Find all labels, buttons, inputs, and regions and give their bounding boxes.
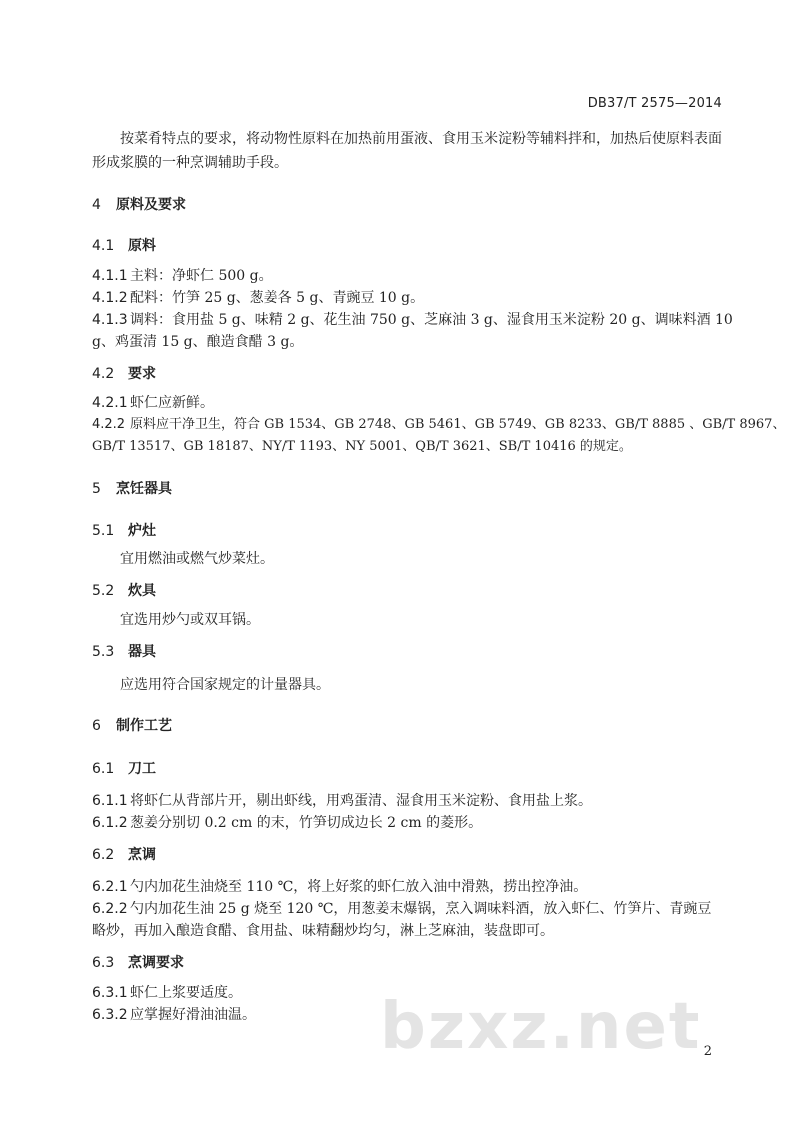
subsection-number: 5.2 [92, 583, 115, 599]
subsection-heading [92, 760, 156, 778]
clause-text: 原料应干净卫生，符合 GB 1534、GB 2748、GB 5461、GB 5749、GB 8233、GB/T 8885 、GB/T 8967、 [130, 417, 786, 432]
clause-continuation: GB/T 13517、GB 18187、NY/T 1193、NY 5001、QB/T 3621、SB/T 10416 的规定。 [92, 439, 632, 454]
clause-item [92, 1006, 256, 1024]
section-title: 原料及要求 [116, 197, 186, 213]
subsection-title: 烹调要求 [128, 955, 184, 971]
subsection-heading [92, 643, 156, 661]
clause-item [92, 416, 785, 434]
subsection-heading [92, 522, 156, 540]
subsection-title: 原料 [128, 238, 156, 254]
clause-item [92, 394, 214, 412]
clause-number: 6.1.2 [92, 815, 128, 831]
clause-number: 4.1.3 [92, 312, 128, 328]
clause-text: 应掌握好滑油油温。 [130, 1007, 256, 1023]
clause-text: 应选用符合国家规定的计量器具。 [120, 677, 330, 693]
subsection-title: 炊具 [128, 583, 156, 599]
clause-number: 6.1.1 [92, 793, 128, 809]
section-heading [92, 196, 186, 214]
subsection-title: 烹调 [128, 847, 156, 863]
clause-text: 宜选用炒勺或双耳锅。 [120, 612, 260, 628]
clause-item [92, 792, 592, 810]
subsection-title: 要求 [128, 366, 156, 382]
section-number: 6 [92, 718, 101, 734]
clause-item [92, 878, 587, 896]
subsection-number: 5.3 [92, 644, 115, 660]
clause-text: 主料：净虾仁 500 g。 [130, 268, 273, 284]
clause-item [92, 984, 242, 1002]
subsection-number: 4.1 [92, 238, 115, 254]
subsection-heading [92, 237, 156, 255]
section-heading [92, 717, 172, 735]
clause-number: 6.3.1 [92, 985, 128, 1001]
subsection-heading [92, 582, 156, 600]
clause-item [92, 311, 733, 329]
subsection-heading [92, 954, 184, 972]
subsection-number: 4.2 [92, 366, 115, 382]
clause-item [92, 289, 424, 307]
clause-text: 虾仁应新鲜。 [130, 395, 214, 411]
subsection-number: 6.3 [92, 955, 115, 971]
clause-number: 6.2.2 [92, 901, 128, 917]
subsection-heading [92, 846, 156, 864]
subsection-title: 炉灶 [128, 523, 156, 539]
clause-continuation: 略炒，再加入酿造食醋、食用盐、味精翻炒均匀，淋上芝麻油，装盘即可。 [92, 923, 554, 939]
subsection-number: 5.1 [92, 523, 115, 539]
clause-continuation: g、鸡蛋清 15 g、酿造食醋 3 g。 [92, 334, 304, 350]
watermark: bzxz.net [380, 990, 702, 1064]
clause-text: 虾仁上浆要适度。 [130, 985, 242, 1001]
clause-item [92, 267, 273, 285]
section-heading [92, 480, 172, 498]
page-number: 2 [703, 1044, 712, 1059]
clause-text: 勺内加花生油 25 g 烧至 120 ℃，用葱姜末爆锅，烹入调味料酒，放入虾仁、竹笋片、青豌豆 [130, 901, 712, 917]
subsection-number: 6.2 [92, 847, 115, 863]
clause-item [92, 900, 711, 918]
section-title: 制作工艺 [116, 718, 172, 734]
subsection-heading [92, 365, 156, 383]
clause-number: 4.2.2 [92, 417, 126, 432]
clause-text: 勺内加花生油烧至 110 ℃，将上好浆的虾仁放入油中滑熟，捞出控净油。 [130, 879, 588, 895]
clause-text: 配料：竹笋 25 g、葱姜各 5 g、青豌豆 10 g。 [130, 290, 425, 306]
subsection-number: 6.1 [92, 761, 115, 777]
clause-text: 葱姜分别切 0.2 cm 的末，竹笋切成边长 2 cm 的菱形。 [130, 815, 483, 831]
intro-paragraph-line: 形成浆膜的一种烹调辅助手段。 [92, 155, 288, 171]
clause-number: 4.1.2 [92, 290, 128, 306]
clause-text: 将虾仁从背部片开，剔出虾线，用鸡蛋清、湿食用玉米淀粉、食用盐上浆。 [130, 793, 592, 809]
section-title: 烹饪器具 [116, 481, 172, 497]
subsection-title: 刀工 [128, 761, 156, 777]
clause-number: 6.2.1 [92, 879, 128, 895]
clause-text: 宜用燃油或燃气炒菜灶。 [120, 551, 274, 567]
document-number: DB37/T 2575—2014 [587, 96, 722, 111]
clause-item [92, 814, 482, 832]
intro-paragraph-line: 按菜肴特点的要求，将动物性原料在加热前用蛋液、食用玉米淀粉等辅料拌和，加热后使原料表面 [120, 131, 722, 147]
section-number: 4 [92, 197, 101, 213]
clause-number: 6.3.2 [92, 1007, 128, 1023]
section-number: 5 [92, 481, 101, 497]
clause-number: 4.1.1 [92, 268, 128, 284]
clause-number: 4.2.1 [92, 395, 128, 411]
subsection-title: 器具 [128, 644, 156, 660]
clause-text: 调料：食用盐 5 g、味精 2 g、花生油 750 g、芝麻油 3 g、湿食用玉米淀粉 20 g、调味料酒 10 [130, 312, 733, 328]
